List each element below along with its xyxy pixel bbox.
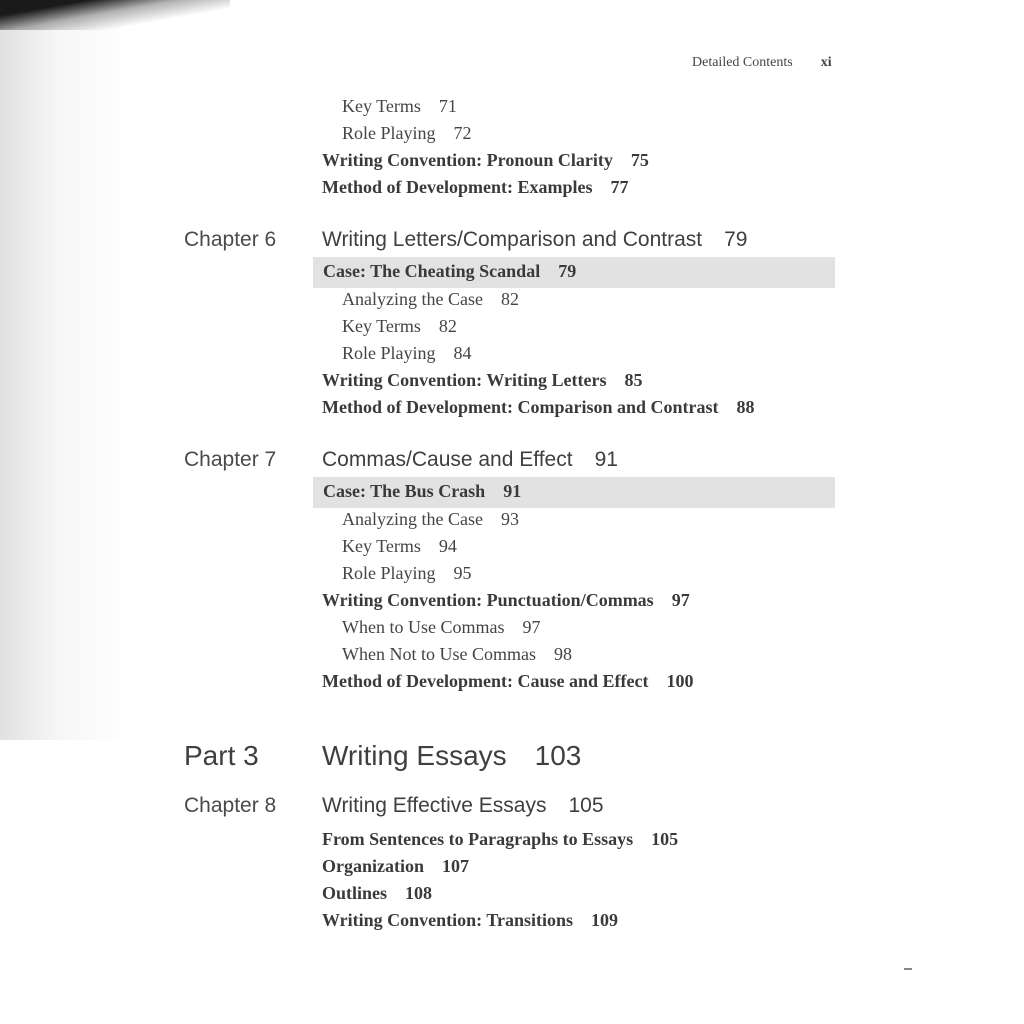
chapter-7-case-band: Case: The Bus Crash 91 (313, 477, 835, 508)
chapter-6-label: Chapter 6 (184, 228, 277, 251)
toc-section: Method of Development: Examples 77 (322, 177, 629, 197)
toc-entry: When to Use Commas 97 (342, 617, 541, 637)
toc-entry: Role Playing 95 (342, 563, 472, 583)
chapter-6-case-band: Case: The Cheating Scandal 79 (313, 257, 835, 288)
chapter-8-title: Writing Effective Essays 105 (322, 794, 604, 817)
case-title: Case: The Bus Crash (323, 481, 486, 501)
toc-section: Writing Convention: Writing Letters 85 (322, 370, 643, 390)
part-3-title: Writing Essays 103 (322, 740, 582, 771)
chapter-6-title: Writing Letters/Comparison and Contrast 79 (322, 228, 748, 251)
running-head (692, 55, 832, 71)
chapter-7-title: Commas/Cause and Effect 91 (322, 448, 618, 471)
toc-section: Writing Convention: Punctuation/Commas 97 (322, 590, 690, 610)
toc-section: From Sentences to Paragraphs to Essays 105 (322, 829, 679, 849)
toc-entry: Analyzing the Case 93 (342, 509, 519, 529)
toc-section: Outlines 108 (322, 883, 433, 903)
chapter-7-label: Chapter 7 (184, 448, 277, 471)
toc-entry: Role Playing 72 (342, 123, 472, 143)
toc-section: Method of Development: Cause and Effect 100 (322, 671, 694, 691)
part-3-label: Part 3 (184, 740, 259, 771)
toc-entry: Key Terms 71 (342, 96, 457, 116)
chapter-8-label: Chapter 8 (184, 794, 277, 817)
toc-entry: Role Playing 84 (342, 343, 472, 363)
toc-section: Writing Convention: Transitions 109 (322, 910, 619, 930)
running-head-title: Detailed Contents (692, 55, 793, 70)
case-title: Case: The Cheating Scandal (323, 261, 541, 281)
toc-section: Organization 107 (322, 856, 469, 876)
toc-entry: Analyzing the Case 82 (342, 289, 519, 309)
scan-speck (904, 968, 912, 970)
toc-entry: Key Terms 82 (342, 316, 457, 336)
toc-section: Method of Development: Comparison and Contrast 88 (322, 397, 755, 417)
scan-edge-shadow (0, 0, 130, 740)
page-folio: xi (820, 55, 832, 70)
scan-corner-shadow (0, 0, 230, 30)
toc-entry: Key Terms 94 (342, 536, 457, 556)
toc-entry: When Not to Use Commas 98 (342, 644, 572, 664)
toc-section: Writing Convention: Pronoun Clarity 75 (322, 150, 649, 170)
